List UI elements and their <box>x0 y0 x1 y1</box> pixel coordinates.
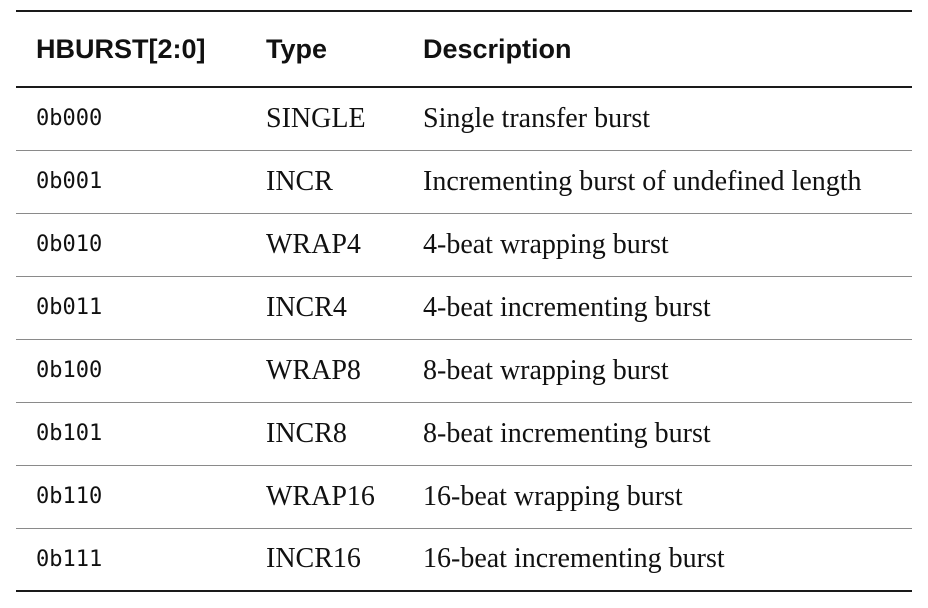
hburst-code: 0b110 <box>36 484 103 509</box>
hburst-code: 0b111 <box>36 546 103 572</box>
burst-description: 8-beat wrapping burst <box>423 354 669 386</box>
burst-type: INCR8 <box>266 417 347 449</box>
table-body <box>16 87 912 591</box>
burst-type: INCR16 <box>266 543 361 575</box>
table-row <box>16 150 912 213</box>
header-description: Description <box>423 33 572 64</box>
table-row <box>16 276 912 339</box>
burst-description: 8-beat incrementing burst <box>423 417 711 449</box>
burst-type: INCR4 <box>266 291 347 323</box>
burst-description: 16-beat wrapping burst <box>423 480 683 512</box>
burst-description: Single transfer burst <box>423 102 651 134</box>
burst-description: Incrementing burst of undefined length <box>423 165 862 197</box>
hburst-code: 0b011 <box>36 295 103 320</box>
header-row <box>16 11 912 87</box>
hburst-code: 0b000 <box>36 106 103 132</box>
hburst-code: 0b010 <box>36 232 103 257</box>
header-hburst: HBURST[2:0] <box>36 33 206 64</box>
hburst-code: 0b101 <box>36 421 103 446</box>
burst-description: 4-beat wrapping burst <box>423 228 669 260</box>
hburst-code: 0b100 <box>36 358 103 383</box>
burst-type: WRAP16 <box>266 480 375 512</box>
burst-type: WRAP4 <box>266 228 361 260</box>
burst-type: WRAP8 <box>266 354 361 386</box>
table-row <box>16 402 912 465</box>
burst-description: 16-beat incrementing burst <box>423 543 725 575</box>
header-type: Type <box>266 33 328 64</box>
table-row <box>16 465 912 528</box>
burst-type: SINGLE <box>266 102 366 134</box>
table-row <box>16 213 912 276</box>
hburst-code: 0b001 <box>36 169 103 194</box>
hburst-table <box>16 10 912 592</box>
burst-description: 4-beat incrementing burst <box>423 291 711 323</box>
table-row <box>16 87 912 150</box>
table-row <box>16 339 912 402</box>
table-row <box>16 528 912 591</box>
hburst-table-container <box>16 10 912 592</box>
table-header <box>16 11 912 87</box>
burst-type: INCR <box>266 165 333 197</box>
